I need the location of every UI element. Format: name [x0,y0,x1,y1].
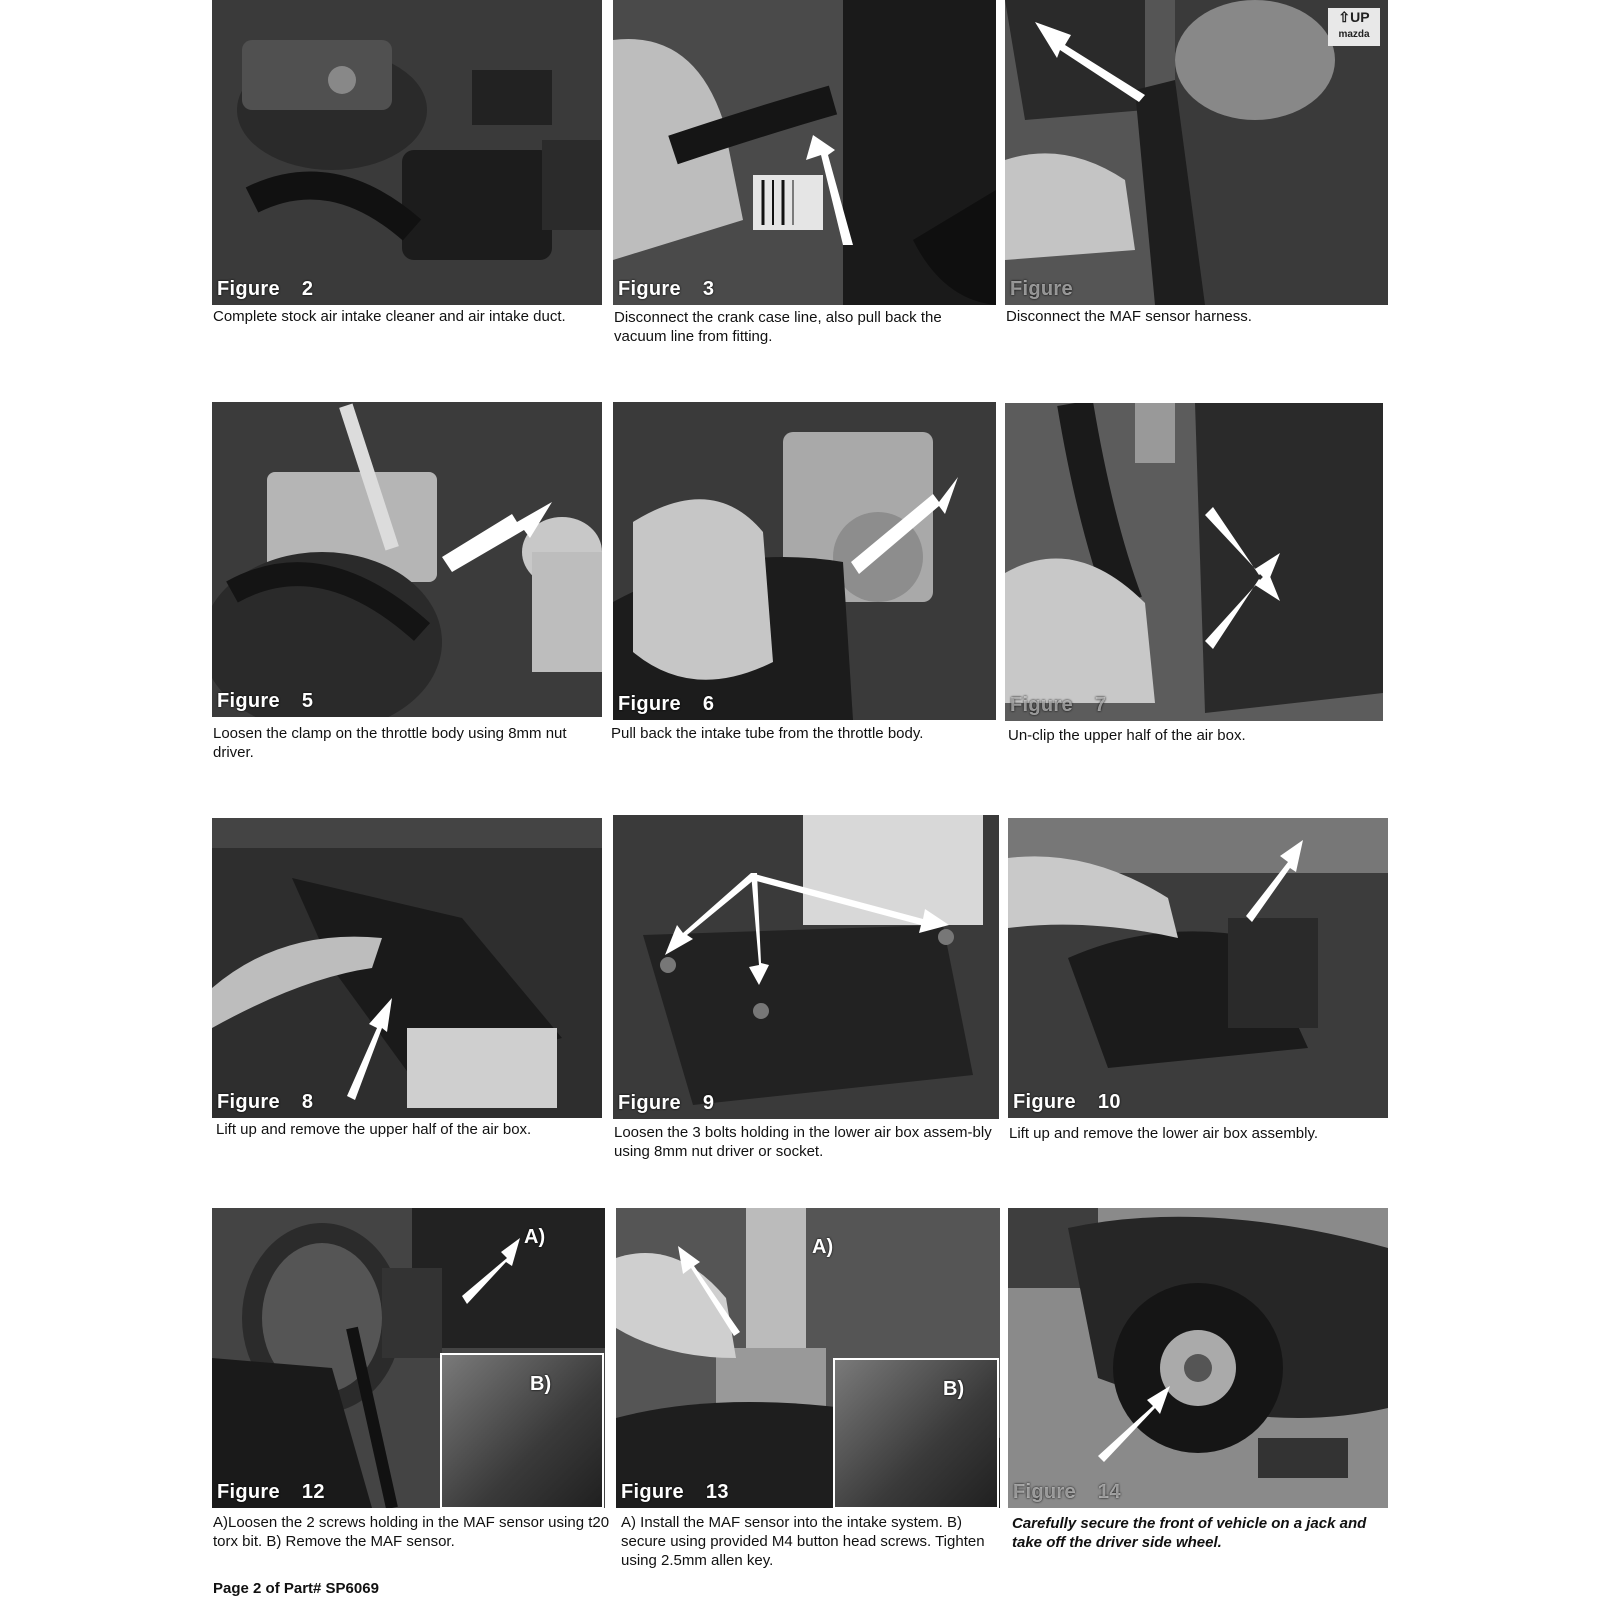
upper-airbox-removal-photo [212,818,602,1118]
figure-12-caption: A)Loosen the 2 screws holding in the MAF sensor using t20 torx bit. B) Remove the MAF sensor. [213,1514,610,1550]
figure-14-label: Figure 14 [1013,1481,1121,1503]
figure-13-caption: A) Install the MAF sensor into the intake system. B) secure using provided M4 button head screws. Tighten using 2.5mm allen key. [621,1514,985,1569]
figure-9-photo [613,815,999,1119]
page-footer: Page 2 of Part# SP6069 [213,1580,379,1597]
lower-airbox-bolts-photo [613,815,999,1119]
figure-13-inset [833,1358,999,1508]
figure-5-label: Figure 5 [217,690,314,712]
figure-9-caption: Loosen the 3 bolts holding in the lower air box assem-bly using 8mm nut driver or socket. [614,1124,992,1160]
figure-3-photo [613,0,996,305]
figure-8-photo [212,818,602,1118]
figure-9-label: Figure 9 [618,1092,715,1114]
crank-case-line-photo [613,0,996,305]
figure-5-caption: Loosen the clamp on the throttle body using 8mm nut driver. [213,725,567,761]
figure-12-marker-b: B) [530,1373,552,1395]
lower-airbox-removal-photo [1008,818,1388,1118]
figure-4-caption: Disconnect the MAF sensor harness. [1006,308,1252,325]
figure-2-caption: Complete stock air intake cleaner and air intake duct. [213,308,566,325]
figure-3-label: Figure 3 [618,278,715,300]
figure-6-label: Figure 6 [618,693,715,715]
figure-13-photo [616,1208,1000,1508]
figure-14-photo [1008,1208,1388,1508]
figure-13-label: Figure 13 [621,1481,729,1503]
figure-10-label: Figure 10 [1013,1091,1121,1113]
engine-bay-photo [212,0,602,305]
throttle-clamp-photo [212,402,602,717]
figure-12-marker-a: A) [524,1226,546,1248]
figure-13-marker-b: B) [943,1378,965,1400]
up-sticker: ⇧UP mazda [1328,8,1380,46]
airbox-clip-photo [1005,403,1383,721]
intake-tube-photo [613,402,996,720]
figure-3-caption: Disconnect the crank case line, also pull back the vacuum line from fitting. [614,309,942,345]
figure-14-caption: Carefully secure the front of vehicle on a jack and take off the driver side wheel. [1012,1515,1367,1551]
figure-8-label: Figure 8 [217,1091,314,1113]
figure-6-caption: Pull back the intake tube from the throttle body. [611,725,924,742]
figure-6-photo [613,402,996,720]
figure-7-label: Figure 7 [1010,694,1107,716]
jacked-vehicle-photo [1008,1208,1388,1508]
figure-2-label: Figure 2 [217,278,314,300]
figure-2-photo [212,0,602,305]
figure-8-caption: Lift up and remove the upper half of the air box. [216,1121,532,1138]
figure-13-marker-a: A) [812,1236,834,1258]
figure-7-photo [1005,403,1383,721]
figure-10-photo [1008,818,1388,1118]
figure-12-photo [212,1208,605,1508]
figure-4-label: Figure [1010,278,1073,300]
figure-12-inset [440,1353,604,1508]
figure-4-photo [1005,0,1388,305]
figure-12-label: Figure 12 [217,1481,325,1503]
figure-5-photo [212,402,602,717]
figure-7-caption: Un-clip the upper half of the air box. [1008,727,1246,744]
figure-10-caption: Lift up and remove the lower air box assembly. [1009,1125,1319,1142]
